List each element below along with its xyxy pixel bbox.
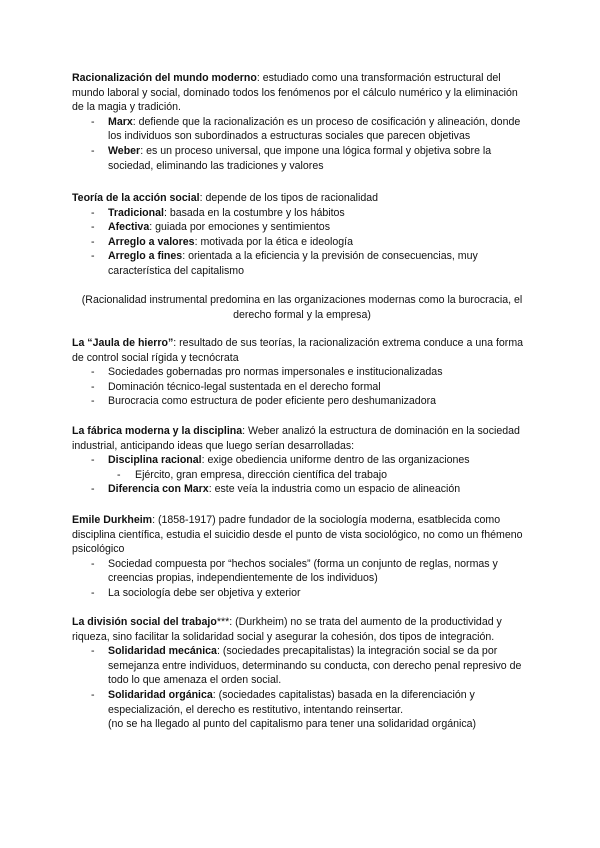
- paragraph: Racionalización del mundo moderno: estudiado como una transformación estructural del mundo laboral y social, dominado todos los fenómenos por el cálculo numérico y la eliminación de la magia y tradición.: [72, 72, 518, 114]
- list-item: - Diferencia con Marx: este veía la industria como un espacio de alineación: [72, 482, 532, 497]
- section-heading: La “Jaula de hierro”: [72, 337, 174, 349]
- paragraph: La fábrica moderna y la disciplina: Weber analizó la estructura de dominación en la sociedad industrial, anticipando ideas que luego serían desarrolladas:: [72, 425, 520, 452]
- bullet-list: [72, 115, 532, 173]
- section-heading: La fábrica moderna y la disciplina: [72, 425, 243, 437]
- list-item: - Solidaridad mecánica: (sociedades precapitalistas) la integración social se da por semejanza entre individuos, determinando su conducta, con derecho penal represivo de todo lo que amenaza el orden social.: [72, 644, 532, 688]
- bullet-list: [72, 453, 532, 497]
- list-item: - Afectiva: guiada por emociones y sentimientos: [72, 220, 532, 235]
- bullet-list: [72, 644, 532, 732]
- section-heading: Emile Durkheim: [72, 514, 153, 526]
- paragraph: Teoría de la acción social: depende de los tipos de racionalidad: [72, 192, 379, 204]
- section-iron-cage: [72, 336, 532, 409]
- list-item: - Sociedades gobernadas pro normas impersonales e institucionalizadas: [72, 365, 532, 380]
- section-rationalization: [72, 71, 532, 173]
- list-item: - Dominación técnico-legal sustentada en el derecho formal: [72, 380, 532, 395]
- list-item: - Weber: es un proceso universal, que impone una lógica formal y objetiva sobre la sociedad, eliminando las tradiciones y valores: [72, 144, 532, 173]
- bullet-list: [72, 206, 532, 279]
- note-paragraph: (Racionalidad instrumental predomina en las organizaciones modernas como la burocracia, el derecho formal y la empresa): [81, 294, 523, 321]
- list-item: - Disciplina racional: exige obediencia uniforme dentro de las organizaciones: [72, 453, 532, 468]
- section-durkheim: [72, 513, 532, 601]
- list-item: - La sociología debe ser objetiva y exterior: [72, 586, 532, 601]
- list-item: - Solidaridad orgánica: (sociedades capitalistas) basada en la diferenciación y especialización, el derecho es restitutivo, intentando reinsertar. (no se ha llegado al punto del capitalismo para tener una solidaridad orgánica): [72, 688, 532, 732]
- list-item: - Sociedad compuesta por “hechos sociales” (forma un conjunto de reglas, normas y creencias propias, independientemente de los individuos): [72, 557, 532, 586]
- paragraph: La división social del trabajo***: (Durkheim) no se trata del aumento de la productividad y riqueza, sino facilitar la solidaridad social y asegurar la cohesión, dos tipos de integración.: [72, 616, 502, 643]
- note-text: (no se ha llegado al punto del capitalismo para tener una solidaridad orgánica): [108, 718, 477, 731]
- paragraph: Emile Durkheim: (1858-1917) padre fundador de la sociología moderna, esatblecida como disciplina científica, estudia el suicidio desde el punto de vista sociológico, no como un fhémeno psicológico: [72, 514, 523, 556]
- section-social-action: [72, 191, 532, 279]
- list-item: - Arreglo a valores: motivada por la ética e ideología: [72, 235, 532, 250]
- bullet-list: [72, 365, 532, 409]
- list-item: - Tradicional: basada en la costumbre y los hábitos: [72, 206, 532, 221]
- section-factory-discipline: [72, 424, 532, 497]
- sub-list-item: - Ejército, gran empresa, dirección científica del trabajo: [72, 468, 532, 483]
- list-item: - Arreglo a fines: orientada a la eficiencia y la previsión de consecuencias, muy característica del capitalismo: [72, 249, 532, 278]
- section-heading: Racionalización del mundo moderno: [72, 72, 257, 84]
- section-division-of-labour: [72, 615, 532, 732]
- paragraph: La “Jaula de hierro”: resultado de sus teorías, la racionalización extrema conduce a una forma de control social rígida y tecnócrata: [72, 337, 524, 364]
- bullet-list: [72, 557, 532, 601]
- list-item: - Burocracia como estructura de poder eficiente pero deshumanizadora: [72, 394, 532, 409]
- section-heading: La división social del trabajo: [72, 616, 217, 628]
- section-heading: Teoría de la acción social: [72, 192, 200, 204]
- list-item: - Marx: defiende que la racionalización es un proceso de cosificación y alineación, donde los individuos son subordinados a estructuras sociales que parecen objetivas: [72, 115, 532, 144]
